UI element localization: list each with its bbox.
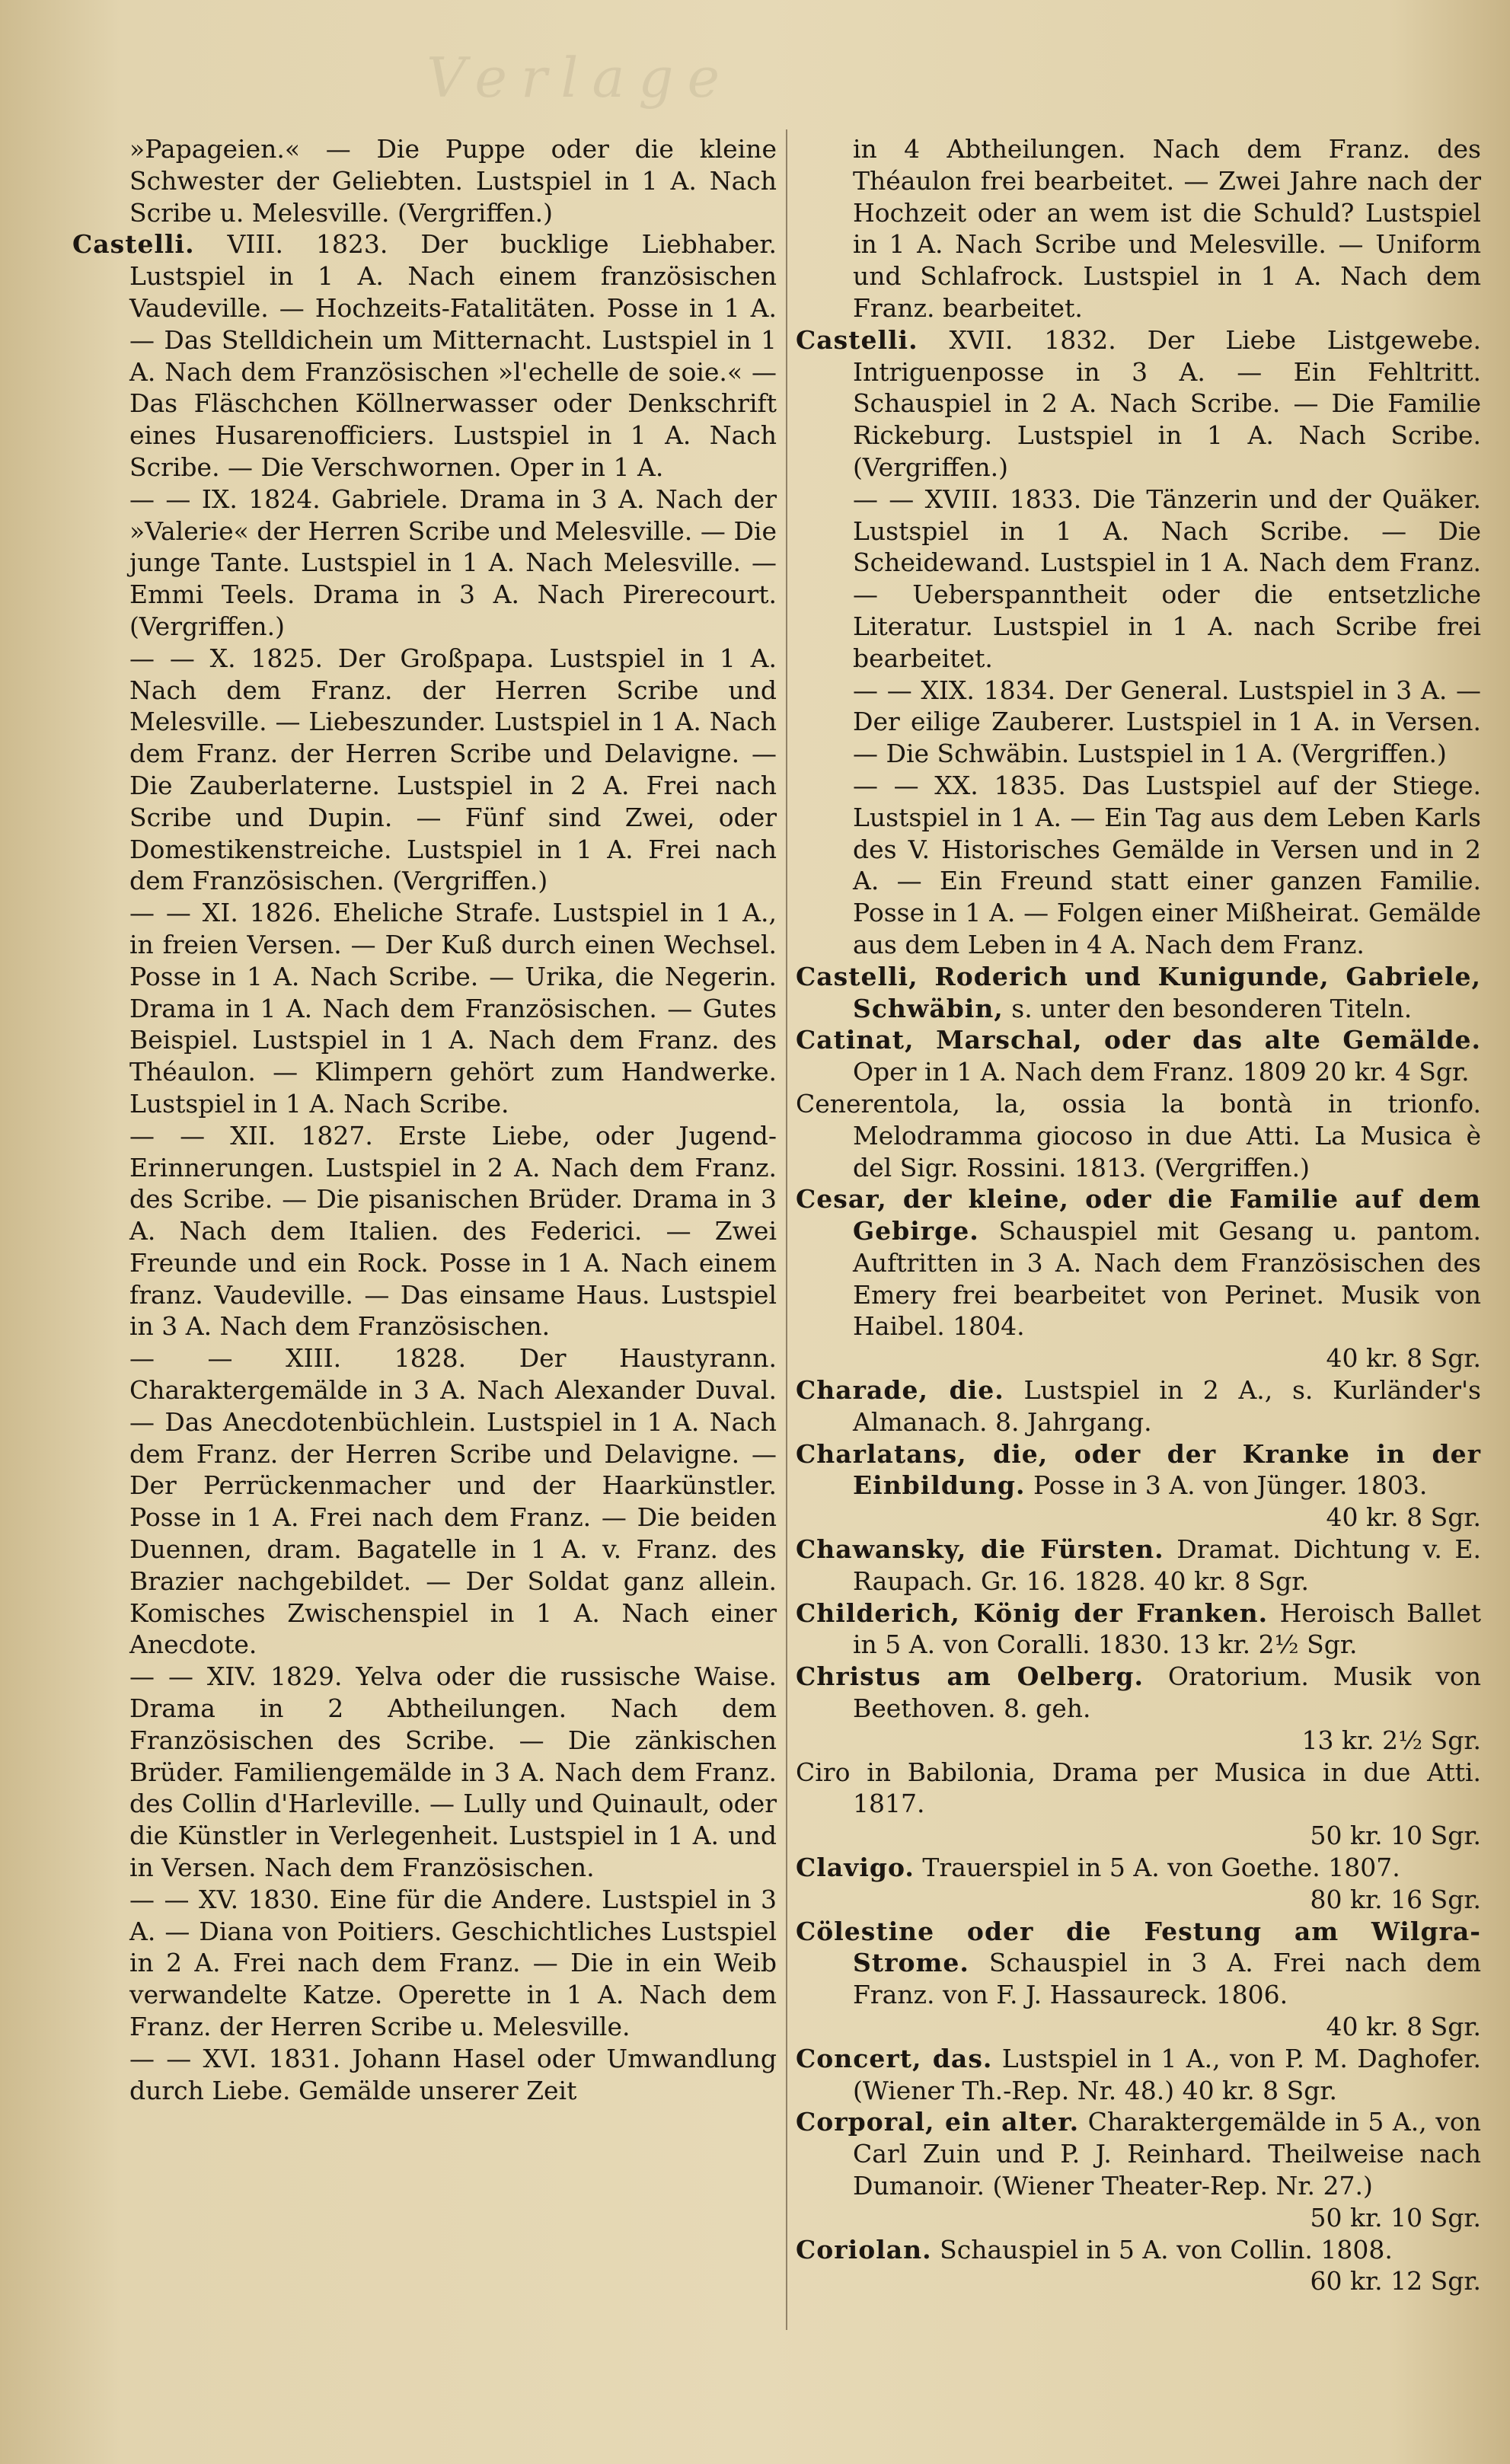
entry-text: s. unter den besonderen Titeln. [1003, 993, 1413, 1023]
entry-text: — — X. 1825. Der Großpapa. Lustspiel in 1 A. Nach dem Franz. der Herren Scribe und Melesville. — Liebeszunder. Lustspiel in 1 A. Nach dem Franz. der Herren Scribe und Delavigne. — Die Zauberlaterne. Lustspiel in 2 A. Frei nach Scribe und Dupin. — Fünf sind Zwei, oder Domestikenstreiche. Lustspiel in 1 A. Frei nach dem Französischen. (Vergriffen.) [129, 643, 777, 896]
catalog-entry [796, 1757, 1481, 1852]
right-column [796, 133, 1481, 2297]
catalog-entry [796, 675, 1481, 770]
catalog-entry [72, 484, 777, 643]
entry-text: Charaktergemälde in 5 A., von Carl Zuin und P. J. Reinhard. Theilweise nach Dumanoir. (Wiener Theater-Rep. Nr. 27.) [853, 2107, 1481, 2201]
entry-text: — — XI. 1826. Eheliche Strafe. Lustspiel in 1 A., in freien Versen. — Der Kuß durch einen Wechsel. Posse in 1 A. Nach Scribe. — Urika, die Negerin. Drama in 1 A. Nach dem Französischen. — Gutes Beispiel. Lustspiel in 1 A. Nach dem Franz. des Théaulon. — Klimpern gehört zum Handwerke. Lustspiel in 1 A. Nach Scribe. [129, 898, 777, 1119]
catalog-entry [72, 897, 777, 1120]
entry-keyword: Christus am Oelberg. [796, 1661, 1144, 1692]
entry-keyword: Chawansky, die Fürsten. [796, 1534, 1164, 1565]
catalog-entry [72, 133, 777, 228]
entry-price: 40 kr. 8 Sgr. [1326, 1343, 1481, 1374]
entry-keyword: Clavigo. [796, 1853, 915, 1883]
entry-text: Lustspiel in 1 A., von P. M. Daghofer. (Wiener Th.-Rep. Nr. 48.) 40 kr. 8 Sgr. [853, 2043, 1481, 2105]
entry-text: VIII. 1823. Der bucklige Liebhaber. Lustspiel in 1 A. Nach einem französischen Vaudeville. — Hochzeits-Fatalitäten. Posse in 1 A. — Das Stelldichein um Mitternacht. Lustspiel in 1 A. Nach dem Französischen »l'echelle de soie.« — Das Fläschchen Köllnerwasser oder Denkschrift eines Husarenofficiers. Lustspiel in 1 A. Nach Scribe. — Die Verschwornen. Oper in 1 A. [129, 229, 777, 482]
entry-price: 50 kr. 10 Sgr. [1310, 1821, 1481, 1851]
entry-text: — — XV. 1830. Eine für die Andere. Lustspiel in 3 A. — Diana von Poitiers. Geschichtliches Lustspiel in 2 A. Frei nach dem Franz. — Die in ein Weib verwandelte Katze. Operette in 1 A. Nach dem Franz. der Herren Scribe u. Melesville. [129, 1884, 777, 2042]
entry-text: Oratorium. Musik von Beethoven. 8. geh. [853, 1661, 1481, 1724]
entry-price: 60 kr. 12 Sgr. [1310, 2266, 1481, 2296]
catalog-entry [796, 1852, 1481, 1916]
entry-text: Schauspiel in 5 A. von Collin. 1808. [931, 2234, 1393, 2265]
entry-text: Schauspiel in 3 A. Frei nach dem Franz. von F. J. Hassaureck. 1806. [853, 1948, 1481, 2010]
entry-price: 50 kr. 10 Sgr. [1310, 2202, 1481, 2233]
catalog-entry [796, 324, 1481, 484]
entry-text: Lustspiel in 2 A., s. Kurländer's Almanach. 8. Jahrgang. [853, 1375, 1481, 1437]
entry-keyword: Concert, das. [796, 2043, 993, 2073]
entry-text: Ciro in Babilonia, Drama per Musica in due Atti. 1817. [796, 1757, 1481, 1819]
entry-keyword: Coriolan. [796, 2234, 932, 2265]
catalog-entry [72, 228, 777, 483]
entry-keyword: Cölestine oder die Festung am Wilgra-Strome. [796, 1916, 1481, 1978]
entry-price: 40 kr. 8 Sgr. [1326, 1502, 1481, 1533]
entry-text: Posse in 3 A. von Jünger. 1803. [1025, 1470, 1428, 1501]
catalog-entry [796, 1088, 1481, 1183]
catalog-entry [796, 2043, 1481, 2107]
entry-text: — — XX. 1835. Das Lustspiel auf der Stiege. Lustspiel in 1 A. — Ein Tag aus dem Leben Karls des V. Historisches Gemälde in Versen und in 2 A. — Ein Freund statt einer ganzen Familie. Posse in 1 A. — Folgen einer Mißheirat. Gemälde aus dem Leben in 4 A. Nach dem Franz. [853, 770, 1481, 959]
entry-text: — — IX. 1824. Gabriele. Drama in 3 A. Nach der »Valerie« der Herren Scribe und Melesville. — Die junge Tante. Lustspiel in 1 A. Nach Melesville. — Emmi Teels. Drama in 3 A. Nach Pirerecourt. (Vergriffen.) [129, 484, 777, 641]
catalog-entry [72, 1342, 777, 1661]
entry-text: XVII. 1832. Der Liebe Listgewebe. Intriguenposse in 3 A. — Ein Fehltritt. Schauspiel in 2 A. Nach Scribe. — Die Familie Rickeburg. Lustspiel in 1 A. Nach Scribe. (Vergriffen.) [853, 324, 1481, 482]
catalog-entry [796, 1438, 1481, 1534]
entry-text: Trauerspiel in 5 A. von Goethe. 1807. [914, 1853, 1400, 1883]
entry-keyword: Catinat, Marschal, oder das alte Gemälde. [796, 1025, 1481, 1055]
entry-text: Cenerentola, la, ossia la bontà in trionfo. Melodramma giocoso in due Atti. La Musica è del Sigr. Rossini. 1813. (Vergriffen.) [796, 1088, 1481, 1183]
entry-text: — — XIII. 1828. Der Haustyrann. Charaktergemälde in 3 A. Nach Alexander Duval. — Das Anecdotenbüchlein. Lustspiel in 1 A. Nach dem Franz. der Herren Scribe und Delavigne. — Der Perrückenmacher und der Haarkünstler. Posse in 1 A. Frei nach dem Franz. — Die beiden Duennen, dram. Bagatelle in 1 A. v. Franz. des Brazier nachgebildet. — Der Soldat ganz allein. Komisches Zwischenspiel in 1 A. Nach einer Anecdote. [129, 1343, 777, 1660]
entry-keyword: Cesar, der kleine, oder die Familie auf dem Gebirge. [796, 1184, 1481, 1246]
entry-text: Dramat. Dichtung v. E. Raupach. Gr. 16. 1828. 40 kr. 8 Sgr. [853, 1534, 1481, 1596]
catalog-entry [796, 1374, 1481, 1438]
catalog-entry [796, 1534, 1481, 1597]
left-column [72, 133, 777, 2106]
entry-text: — — XVIII. 1833. Die Tänzerin und der Quäker. Lustspiel in 1 A. Nach Scribe. — Die Scheidewand. Lustspiel in 1 A. Nach dem Franz. — Ueberspanntheit oder die entsetzliche Literatur. Lustspiel in 1 A. nach Scribe frei bearbeitet. [853, 484, 1481, 673]
catalog-entry [796, 1916, 1481, 2043]
catalog-entry [796, 1597, 1481, 1661]
header-ghost-text: Verlage [426, 46, 734, 110]
entry-keyword: Corporal, ein alter. [796, 2107, 1080, 2137]
entry-text: Oper in 1 A. Nach dem Franz. 1809 20 kr. 4 Sgr. [853, 1057, 1470, 1087]
entry-keyword: Castelli. [796, 324, 918, 355]
catalog-entry [796, 2234, 1481, 2298]
catalog-entry [72, 1884, 777, 2043]
entry-keyword: Charlatans, die, oder der Kranke in der Einbildung. [796, 1438, 1481, 1501]
catalog-entry [796, 770, 1481, 961]
entry-keyword: Castelli. [72, 229, 195, 260]
entry-text: — — XVI. 1831. Johann Hasel oder Umwandlung durch Liebe. Gemälde unserer Zeit [129, 2043, 777, 2105]
catalog-entry [72, 1120, 777, 1343]
catalog-entry [796, 1024, 1481, 1088]
entry-price: 80 kr. 16 Sgr. [1310, 1884, 1481, 1914]
catalog-entry [796, 1661, 1481, 1756]
entry-text: Heroisch Ballet in 5 A. von Coralli. 1830. 13 kr. 2½ Sgr. [853, 1597, 1482, 1660]
catalog-entry [796, 1183, 1481, 1374]
entry-text: — — XIV. 1829. Yelva oder die russische Waise. Drama in 2 Abtheilungen. Nach dem Französischen des Scribe. — Die zänkischen Brüder. Familiengemälde in 3 A. Nach dem Franz. des Collin d'Harleville. — Lully und Quinault, oder die Künstler in Verlegenheit. Lustspiel in 1 A. und in Versen. Nach dem Französischen. [129, 1661, 777, 1883]
catalog-entry [72, 2043, 777, 2107]
catalog-entry [796, 133, 1481, 324]
entry-keyword: Castelli, Roderich und Kunigunde, Gabriele, Schwäbin, [796, 961, 1481, 1023]
column-divider [786, 129, 787, 2330]
catalog-entry [796, 484, 1481, 675]
catalog-entry [72, 643, 777, 897]
entry-price: 40 kr. 8 Sgr. [1326, 2012, 1481, 2042]
entry-price: 13 kr. 2½ Sgr. [1301, 1725, 1481, 1755]
entry-text: — — XIX. 1834. Der General. Lustspiel in 3 A. — Der eilige Zauberer. Lustspiel in 1 A. in Versen. — Die Schwäbin. Lustspiel in 1 A. (Vergriffen.) [853, 675, 1481, 769]
entry-keyword: Childerich, König der Franken. [796, 1597, 1269, 1628]
entry-text: Schauspiel mit Gesang u. pantom. Auftritten in 3 A. Nach dem Französischen des Emery frei bearbeitet von Perinet. Musik von Haibel. 1804. [853, 1216, 1481, 1342]
entry-keyword: Charade, die. [796, 1375, 1004, 1406]
entry-text: — — XII. 1827. Erste Liebe, oder Jugend-Erinnerungen. Lustspiel in 2 A. Nach dem Franz. des Scribe. — Die pisanischen Brüder. Drama in 3 A. Nach dem Italien. des Federici. — Zwei Freunde und ein Rock. Posse in 1 A. Nach einem franz. Vaudeville. — Das einsame Haus. Lustspiel in 3 A. Nach dem Französischen. [129, 1120, 777, 1342]
catalog-entry [796, 2106, 1481, 2233]
entry-text: in 4 Abtheilungen. Nach dem Franz. des Théaulon frei bearbeitet. — Zwei Jahre nach der Hochzeit oder an wem ist die Schuld? Lustspiel in 1 A. Nach Scribe und Melesville. — Uniform und Schlafrock. Lustspiel in 1 A. Nach dem Franz. bearbeitet. [853, 134, 1481, 323]
catalog-entry [796, 961, 1481, 1025]
catalog-entry [72, 1661, 777, 1884]
entry-text: »Papageien.« — Die Puppe oder die kleine Schwester der Geliebten. Lustspiel in 1 A. Nach Scribe u. Melesville. (Vergriffen.) [129, 134, 777, 228]
